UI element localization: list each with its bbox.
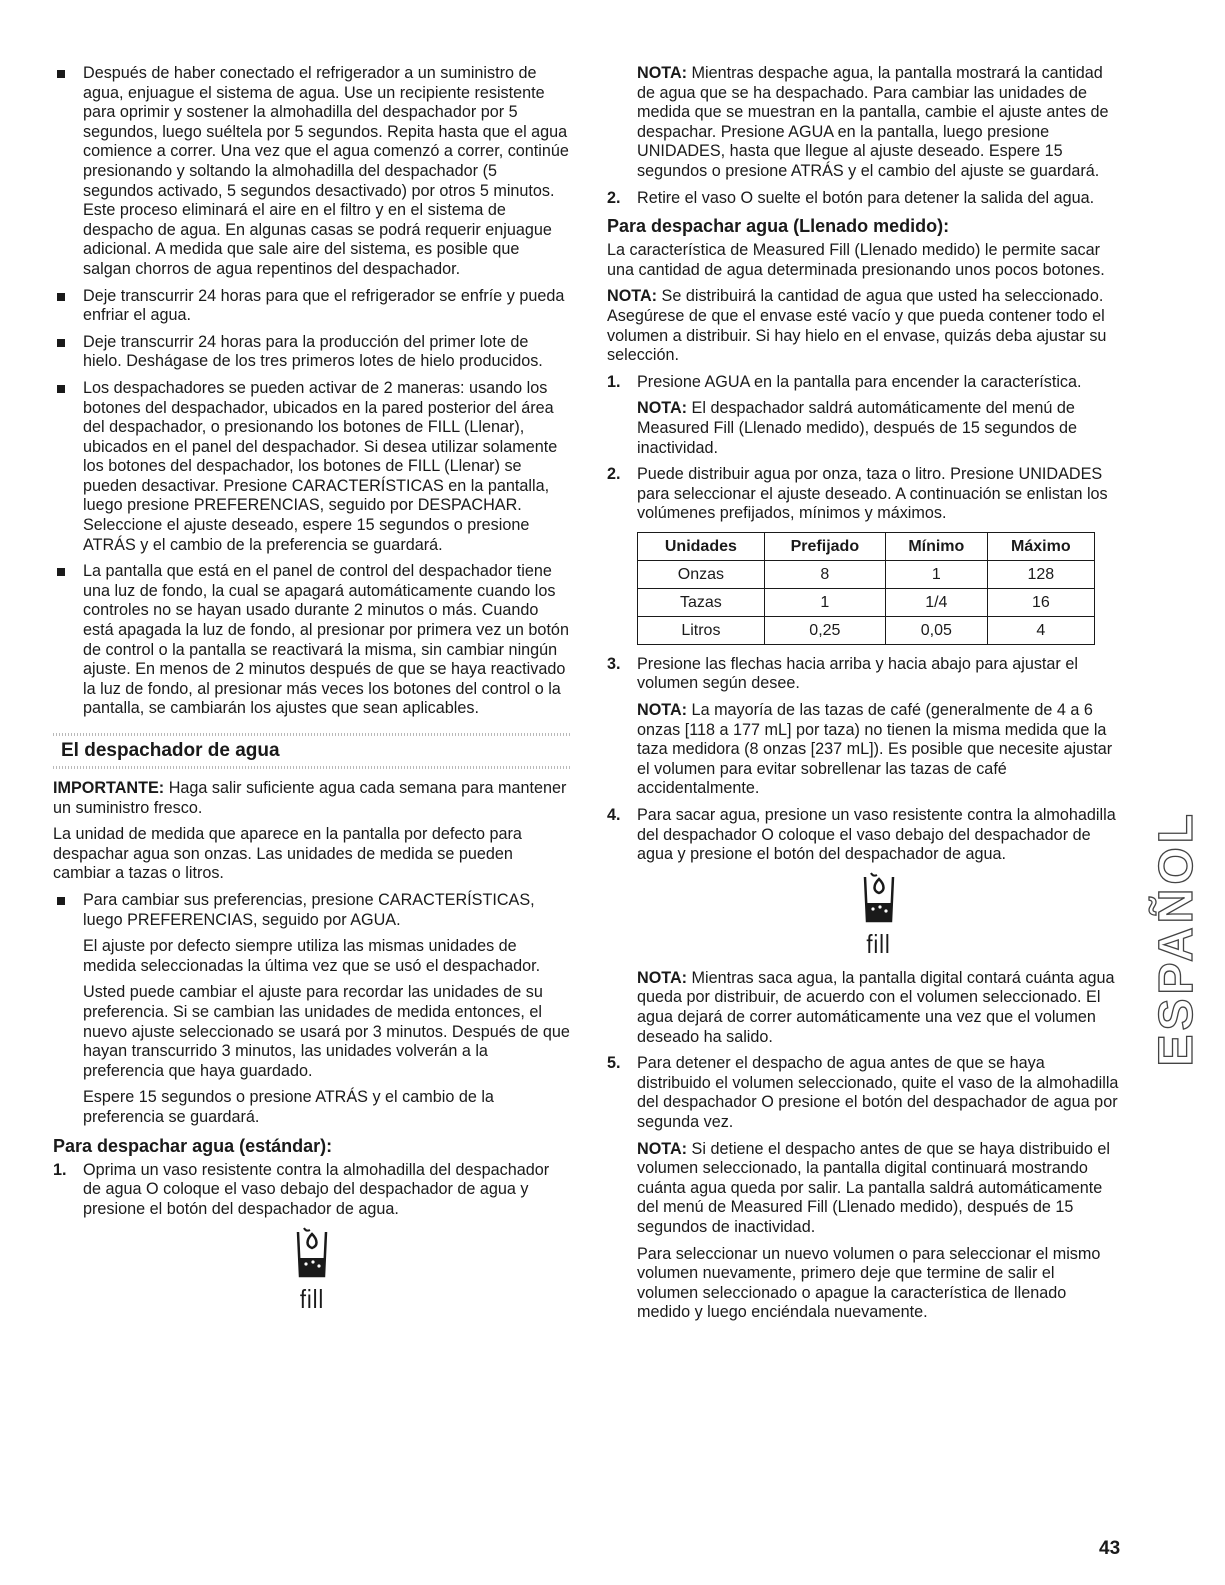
step-item bbox=[607, 1054, 1120, 1323]
note-text: Se distribuirá la cantidad de agua que usted ha seleccionado. Asegúrese de que el envase esté vacío y que pueda contener todo el volumen a distribuir. Si hay hielo en el envase, quizás deba ajustar su selección. bbox=[607, 287, 1107, 365]
note-text: Mientras despache agua, la pantalla mostrará la cantidad de agua que se ha despachado. Para cambiar las unidades de medida que se muestran en la pantalla, cambie el ajuste antes de despachar. Presione AGUA en la pantalla, luego presione UNIDADES, hasta que llegue al ajuste deseado. Espere 15 segundos o presione ATRÁS y el cambio del ajuste se guardará. bbox=[637, 64, 1109, 180]
column-header: Mínimo bbox=[885, 532, 987, 560]
intro-bullet-list bbox=[53, 64, 571, 719]
list-item: La pantalla que está en el panel de control del despachador tiene una luz de fondo, la cual se apagará automáticamente cuando los controles no se hayan usado durante 2 minutos o más. Cuando está apagada la luz de fondo, al presionar por primera vez un botón de control o la pantalla se reactivará la misma, sin cambiar ningún ajuste. En menos de 2 minutos después de que se haya reactivado la luz de fondo, al presionar más veces los botones del control o la pantalla, se cambiarán los ajustes que sean aplicables. bbox=[53, 562, 571, 719]
measured-note bbox=[607, 287, 1120, 365]
pref-sub-paragraph: El ajuste por defecto siempre utiliza las mismas unidades de medida seleccionadas la última vez que se usó el despachador. bbox=[83, 937, 541, 975]
note-text: La mayoría de las tazas de café (generalmente de 4 a 6 onzas [118 a 177 mL] por taza) no tienen la misma medida que la taza medidora (8 onzas [237 mL]). Es posible que necesite ajustar el volumen para evitar sobrellenar las tazas de café accidentalmente. bbox=[637, 701, 1113, 798]
step-note bbox=[637, 969, 1120, 1047]
important-paragraph bbox=[53, 779, 571, 818]
note-text: Si detiene el despacho antes de que se haya distribuido el volumen seleccionado, la pantalla digital continuará mostrando cuánta agua queda por salir. La pantalla saldrá automáticamente del menú de Measured Fill (Llenado medido), después de 15 segundos de inactividad. bbox=[637, 1139, 1111, 1236]
column-header: Unidades bbox=[638, 532, 765, 560]
table-cell: 1 bbox=[764, 588, 885, 616]
standard-steps-continued bbox=[607, 189, 1120, 209]
table-cell: 1 bbox=[885, 560, 987, 588]
table-cell: Litros bbox=[638, 616, 765, 644]
step-number: 3. bbox=[607, 654, 621, 673]
section-title: El despachador de agua bbox=[61, 740, 280, 761]
pref-sub-paragraph: Espere 15 segundos o presione ATRÁS y el cambio de la preferencia se guardará. bbox=[83, 1088, 494, 1126]
note-label: NOTA: bbox=[637, 399, 688, 418]
step-text: Para detener el despacho de agua antes de que se haya distribuido el volumen seleccionado, quite el vaso de la almohadilla del despachador O presione el botón del despachador de agua por segunda vez. bbox=[637, 1054, 1119, 1131]
step-text: Puede distribuir agua por onza, taza o litro. Presione UNIDADES para seleccionar el ajuste deseado. A continuación se enlistan los volúmenes prefijados, mínimos y máximos. bbox=[637, 465, 1108, 523]
list-item: Deje transcurrir 24 horas para que el refrigerador se enfríe y pueda enfriar el agua. bbox=[53, 287, 571, 326]
preferences-bullet-list bbox=[53, 891, 571, 1128]
fill-cup-illustration bbox=[53, 1226, 571, 1314]
note-label: NOTA: bbox=[637, 968, 688, 987]
column-header: Máximo bbox=[987, 532, 1094, 560]
step-text: Retire el vaso O suelte el botón para detener la salida del agua. bbox=[637, 188, 1095, 207]
table-cell: 128 bbox=[987, 560, 1094, 588]
measured-steps bbox=[607, 373, 1120, 1323]
standard-heading: Para despachar agua (estándar): bbox=[53, 1135, 333, 1156]
step-number: 5. bbox=[607, 1054, 621, 1073]
table-row bbox=[638, 616, 1095, 644]
section-header bbox=[53, 733, 571, 769]
table-cell: 0,25 bbox=[764, 616, 885, 644]
step-item bbox=[607, 806, 1120, 1047]
left-column bbox=[53, 64, 571, 1324]
step-number: 2. bbox=[607, 465, 621, 484]
step-text: Presione AGUA en la pantalla para encender la característica. bbox=[637, 372, 1082, 391]
standard-note bbox=[607, 64, 1120, 182]
step-number: 1. bbox=[607, 372, 621, 391]
note-label: NOTA: bbox=[607, 287, 658, 306]
important-label: IMPORTANTE: bbox=[53, 779, 165, 797]
list-item: Los despachadores se pueden activar de 2 maneras: usando los botones del despachador, ubicados en la pared posterior del área del despachador, o presionando los botones de FILL (Llenar), ubicados en el panel del despachador. Si desea utilizar solamente los botones del despachador, los botones de FILL (Llenar) se pueden desactivar. Presione CARACTERÍSTICAS en la pantalla, luego presione PREFERENCIAS, seguido por DESPACHAR. Seleccione el ajuste deseado, espere 15 segundos o presione ATRÁS y el cambio de la preferencia se guardará. bbox=[53, 379, 571, 555]
note-text: Mientras saca agua, la pantalla digital contará cuánta agua queda por distribuir, de acuerdo con el volumen seleccionado. El agua dejará de correr automáticamente una vez que el volumen deseado ha salido. bbox=[637, 968, 1115, 1046]
table-row bbox=[638, 588, 1095, 616]
table-cell: Onzas bbox=[638, 560, 765, 588]
fill-label: fill bbox=[299, 1284, 325, 1315]
list-item bbox=[53, 891, 571, 1128]
page-number: 43 bbox=[1099, 1538, 1121, 1559]
table-header-row bbox=[638, 532, 1095, 560]
right-column bbox=[607, 64, 1120, 1330]
table-row bbox=[638, 560, 1095, 588]
step-item bbox=[607, 465, 1120, 645]
step-number: 2. bbox=[607, 188, 621, 207]
table-cell: 16 bbox=[987, 588, 1094, 616]
column-header: Prefijado bbox=[764, 532, 885, 560]
pref-bullet-text: Para cambiar sus preferencias, presione CARACTERÍSTICAS, luego PREFERENCIAS, seguido por AGUA. bbox=[83, 890, 535, 929]
measured-intro: La característica de Measured Fill (Llenado medido) le permite sacar una cantidad de agua determinada presionando unos pocos botones. bbox=[607, 241, 1105, 279]
language-side-tab: ESPAÑOL bbox=[1150, 810, 1203, 1067]
pref-sub-paragraph: Usted puede cambiar el ajuste para recordar las unidades de su preferencia. Si se cambian las unidades de medida entonces, el nuevo ajuste seleccionado se usará por 3 minutos. Después de que hayan transcurrido 3 minutos, las unidades volverán a la preferencia que haya guardado. bbox=[83, 983, 570, 1080]
measured-heading: Para despachar agua (Llenado medido): bbox=[607, 216, 950, 237]
units-paragraph: La unidad de medida que aparece en la pantalla por defecto para despachar agua son onzas. Las unidades de medida se pueden cambiar a tazas o litros. bbox=[53, 825, 522, 883]
step-text: Presione las flechas hacia arriba y hacia abajo para ajustar el volumen según desee. bbox=[637, 654, 1078, 693]
table-cell: 8 bbox=[764, 560, 885, 588]
note-label: NOTA: bbox=[637, 701, 688, 720]
step-note bbox=[637, 399, 1120, 458]
table-cell: 0,05 bbox=[885, 616, 987, 644]
note-text: El despachador saldrá automáticamente del menú de Measured Fill (Llenado medido), después de 15 segundos de inactividad. bbox=[637, 399, 1078, 457]
list-item: Después de haber conectado el refrigerador a un suministro de agua, enjuague el sistema de agua. Use un recipiente resistente para oprimir y sostener la almohadilla del despachador por 5 segundos, luego suéltela por 5 segundos. Repita hasta que el agua comience a correr. Una vez que el agua comenzó a correr, continúe presionando y soltando la almohadilla del despachador (5 segundos activado, 5 segundos desactivado) por otros 5 minutos. Este proceso eliminará el aire en el filtro y en el sistema de despacho de agua. En algunas casas se podrá requerir enjuague adicional. A medida que sale aire del sistema, es posible que salgan chorros de agua repentinos del despachador. bbox=[53, 64, 571, 280]
note-label: NOTA: bbox=[637, 1139, 688, 1158]
step-item bbox=[53, 1161, 571, 1220]
step-extra-paragraph: Para seleccionar un nuevo volumen o para seleccionar el mismo volumen nuevamente, primero deje que termine de salir el volumen seleccionado o apague la característica de llenado medido y luego enciéndala nuevamente. bbox=[637, 1244, 1101, 1322]
fill-cup-illustration bbox=[637, 871, 1120, 959]
cup-icon bbox=[859, 871, 899, 925]
step-number: 4. bbox=[607, 806, 621, 825]
step-text: Para sacar agua, presione un vaso resistente contra la almohadilla del despachador O coloque el vaso debajo del despachador de agua y presione el botón del despachador de agua. bbox=[637, 806, 1116, 864]
important-text: Haga salir suficiente agua cada semana para mantener un suministro fresco. bbox=[53, 779, 567, 817]
step-note bbox=[637, 1140, 1120, 1238]
step-text: Oprima un vaso resistente contra la almohadilla del despachador de agua O coloque el vaso debajo del despachador de agua y presione el botón del despachador de agua. bbox=[83, 1160, 550, 1218]
table-cell: 1/4 bbox=[885, 588, 987, 616]
fill-label: fill bbox=[866, 928, 891, 959]
note-label: NOTA: bbox=[637, 64, 688, 82]
step-number: 1. bbox=[53, 1160, 67, 1179]
step-item bbox=[607, 373, 1120, 458]
cup-icon bbox=[292, 1226, 332, 1280]
table-cell: Tazas bbox=[638, 588, 765, 616]
units-table bbox=[637, 532, 1095, 645]
standard-steps bbox=[53, 1161, 571, 1220]
step-item bbox=[607, 655, 1120, 799]
list-item: Deje transcurrir 24 horas para la producción del primer lote de hielo. Deshágase de los tres primeros lotes de hielo producidos. bbox=[53, 333, 571, 372]
step-note bbox=[637, 701, 1120, 799]
step-item bbox=[607, 189, 1120, 209]
table-cell: 4 bbox=[987, 616, 1094, 644]
